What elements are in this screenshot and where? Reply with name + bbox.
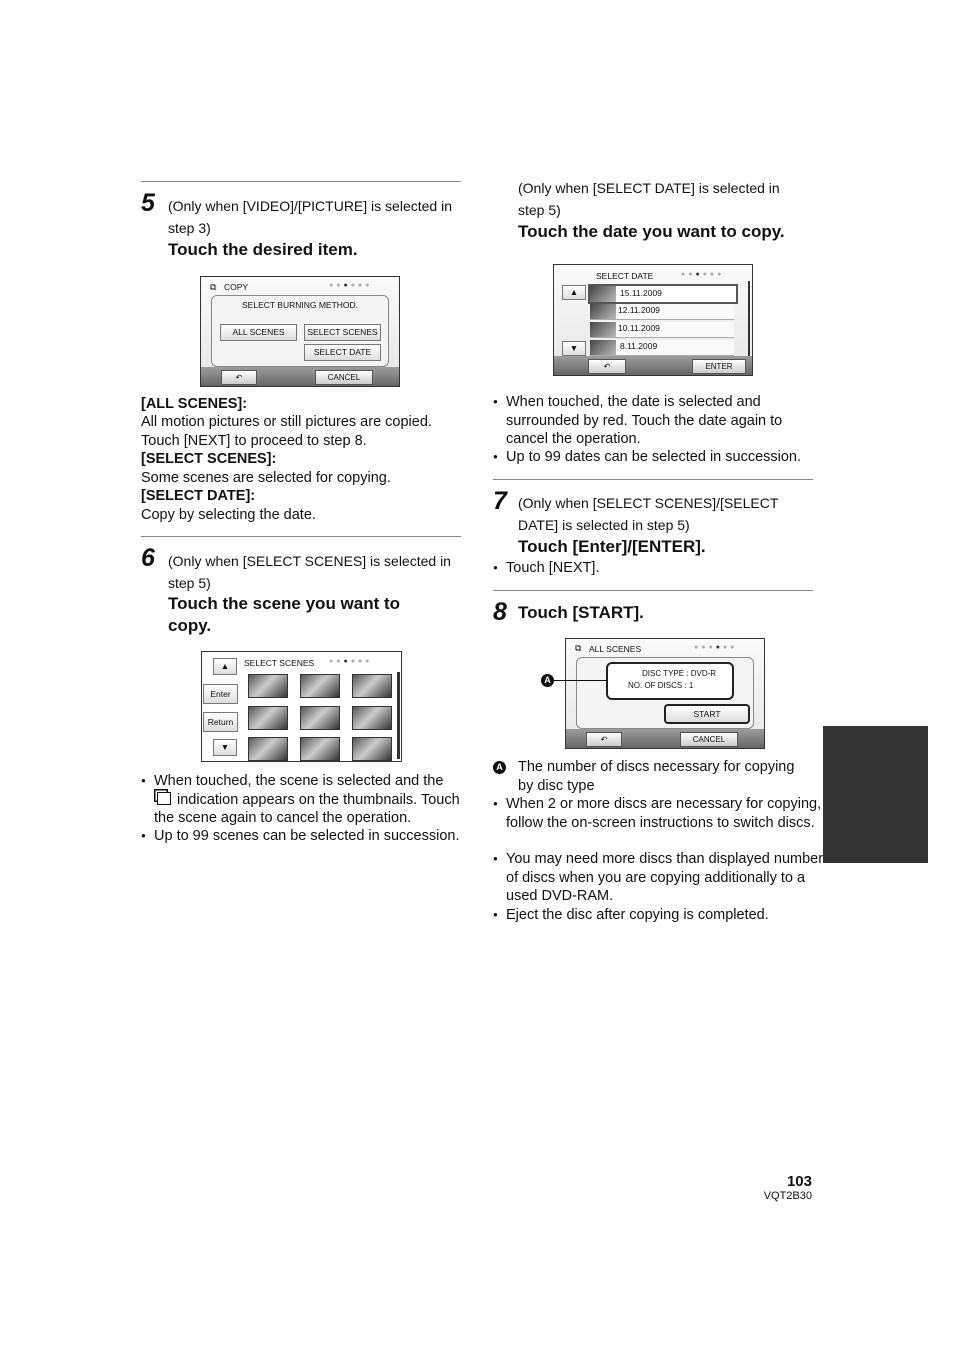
back-button[interactable] [586,732,622,747]
term-select-scenes-label: [SELECT SCENES]: [141,451,277,467]
disc-type-label: DISC TYPE : DVD-R [642,669,717,678]
select-scenes-screen [201,651,402,762]
bullet-item: ● When touched, the date is selected and surrounded by red. Touch the date again to cancel the operation. [493,393,824,449]
screen-title: COPY [224,282,249,292]
callout-a-text: The number of discs necessary for copying by disc type [518,759,795,794]
step-5-condition: (Only when [VIDEO]/[PICTURE] is selected in step 3) [168,198,452,236]
bullet-text: When touched, the scene is selected and the [154,773,444,789]
scene-thumbnail[interactable] [248,674,288,698]
copy-icon: ⧉ [210,282,217,292]
scroll-down-button[interactable] [213,739,237,756]
bottom-bar [201,367,399,386]
step-6-condition: (Only when [SELECT SCENES] is selected in step 5) [168,553,451,591]
callout-leader-line [554,680,607,681]
screen-title: SELECT SCENES [244,658,315,668]
bullet-item: ● You may need more discs than displayed number of discs when you are copying additionally to a used DVD-RAM. [493,850,824,906]
back-button[interactable] [221,370,257,385]
page-dots: ●●●●●● [681,271,725,278]
bottom-bar [566,729,764,748]
screen-title: ALL SCENES [589,644,642,654]
down-triangle-icon: ▼ [220,742,230,752]
copy-indication-icon [157,792,171,805]
step-7-number: 7 [493,487,507,515]
term-all-scenes-label: [ALL SCENES]: [141,396,248,412]
date-row[interactable] [590,340,734,356]
step-7-heading: Touch [Enter]/[ENTER]. [518,537,706,556]
date-label: 8.11.2009 [620,341,658,351]
bullet-item: ● Up to 99 scenes can be selected in succession. [141,827,474,846]
no-of-discs-label: NO. OF DISCS : 1 [628,681,694,690]
start-button[interactable]: START [664,704,750,724]
scroll-down-button[interactable] [562,341,586,356]
start-copy-screen [565,638,765,749]
up-triangle-icon: ▲ [569,287,579,297]
select-date-condition: (Only when [SELECT DATE] is selected in step 5) [518,180,780,218]
callout-marker-a: A [541,674,554,687]
bullet-item [141,772,474,828]
bullet-text: indication appears on the thumbnails. Touch the scene again to cancel the operation. [154,791,460,826]
term-select-scenes-desc: Some scenes are selected for copying. [141,470,391,486]
bullet-item: ● Touch [NEXT]. [493,559,824,578]
bullet-item: ● Up to 99 dates can be selected in succession. [493,448,824,467]
enter-button[interactable]: ENTER [692,359,746,374]
page-dots: ●●●●●● [329,282,373,289]
callout-marker-a: A [493,761,506,774]
copy-screen [200,276,400,387]
date-row-selected[interactable] [588,284,738,304]
step-7-condition: (Only when [SELECT SCENES]/[SELECT DATE] is selected in step 5) [518,495,779,533]
bullet-item: ● Eject the disc after copying is completed. [493,906,824,925]
scrollbar[interactable] [397,672,400,759]
scene-thumbnail[interactable] [352,706,392,730]
step-5-heading: Touch the desired item. [168,240,358,259]
scrollbar[interactable] [748,281,750,357]
disc-info-panel [576,657,754,729]
page-number: 103 [786,1173,812,1190]
date-thumbnail [590,340,616,355]
page-dots: ●●●●●● [694,644,738,651]
screen-title: SELECT DATE [596,271,654,281]
date-label: 15.11.2009 [620,288,662,298]
scene-thumbnail[interactable] [300,706,340,730]
scene-thumbnail[interactable] [300,674,340,698]
bottom-bar [554,356,752,375]
scene-thumbnail[interactable] [352,674,392,698]
return-button[interactable]: Return [203,712,238,732]
date-thumbnail [590,286,616,302]
select-date-screen [553,264,753,376]
scene-thumbnail[interactable] [300,737,340,761]
term-select-date-desc: Copy by selecting the date. [141,507,316,523]
down-triangle-icon: ▼ [569,343,579,353]
up-triangle-icon: ▲ [220,661,230,671]
chapter-side-tab [823,726,928,863]
section-divider [141,536,461,537]
return-arrow-icon: ↶ [235,373,243,382]
term-all-scenes-desc: All motion pictures or still pictures are copied. Touch [NEXT] to proceed to step 8. [141,414,432,449]
section-divider [141,181,461,182]
date-row[interactable] [590,304,734,320]
step-5-number: 5 [141,189,155,217]
disc-info-box [606,662,734,700]
scroll-up-button[interactable] [213,658,237,675]
section-divider [493,590,813,591]
enter-button[interactable]: Enter [203,684,238,704]
date-thumbnail [590,304,616,319]
scene-thumbnail[interactable] [248,737,288,761]
back-button[interactable] [588,359,626,374]
date-thumbnail [590,322,616,337]
step-8-heading: Touch [START]. [518,603,644,622]
copy-icon: ⧉ [575,643,582,653]
all-scenes-button[interactable]: ALL SCENES [220,324,297,341]
step-6-heading: Touch the scene you want to copy. [168,594,401,635]
scene-thumbnail[interactable] [248,706,288,730]
select-date-heading: Touch the date you want to copy. [518,222,785,241]
cancel-button[interactable]: CANCEL [315,370,373,385]
bullet-item: ● When 2 or more discs are necessary for copying, follow the on-screen instructions to switch discs. [493,795,824,832]
date-row[interactable] [590,322,734,338]
scroll-up-button[interactable] [562,285,586,300]
scene-thumbnail[interactable] [352,737,392,761]
burn-method-panel [211,295,389,367]
date-label: 12.11.2009 [618,305,660,315]
date-label: 10.11.2009 [618,323,660,333]
return-arrow-icon: ↶ [600,735,608,744]
page-dots: ●●●●●● [329,658,373,665]
select-burning-prompt: SELECT BURNING METHOD. [242,300,359,310]
term-select-date-label: [SELECT DATE]: [141,488,256,504]
select-scenes-button[interactable]: SELECT SCENES [304,324,381,341]
step-6-number: 6 [141,544,155,572]
document-code: VQT2B30 [763,1190,812,1202]
cancel-button[interactable]: CANCEL [680,732,738,747]
step-8-number: 8 [493,598,507,626]
return-arrow-icon: ↶ [603,362,611,371]
section-divider [493,479,813,480]
select-date-button[interactable]: SELECT DATE [304,344,381,361]
